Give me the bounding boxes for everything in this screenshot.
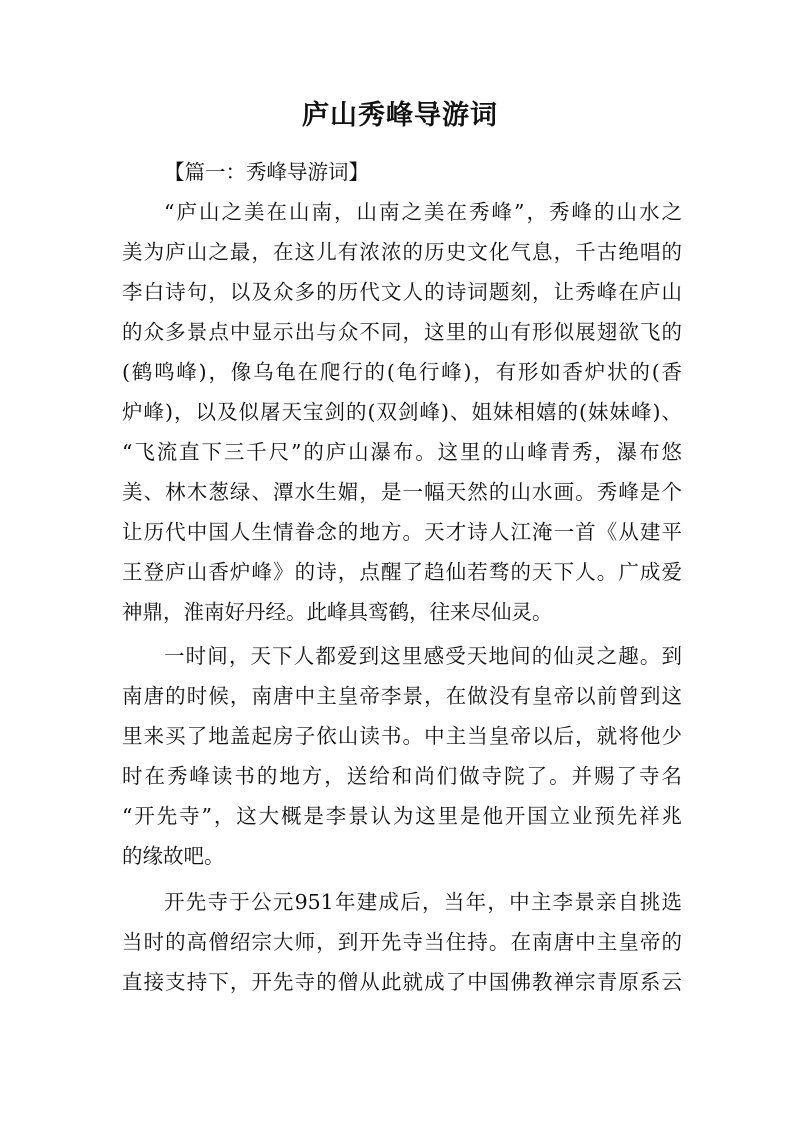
paragraph-line: 美为庐山之最，在这儿有浓浓的历史文化气息，千古绝唱的: [122, 240, 682, 264]
paragraph-line: “庐山之美在山南，山南之美在秀峰”，秀峰的山水之: [164, 200, 682, 224]
paragraph-line: 开先寺于公元951年建成后，当年，中主李景亲自挑选: [164, 890, 682, 914]
paragraph-line: 一时间，天下人都爱到这里感受天地间的仙灵之趣。到: [164, 644, 682, 668]
section-heading: 【篇一：秀峰导游词】: [164, 160, 369, 184]
paragraph-line: 的缘故吧。: [122, 844, 225, 868]
paragraph-3: [122, 882, 682, 1002]
paragraph-line: 让历代中国人生情眷念的地方。天才诗人江淹一首《从建平: [122, 520, 682, 544]
paragraph-line: “飞流直下三千尺”的庐山瀑布。这里的山峰青秀，瀑布悠: [122, 440, 682, 464]
paragraph-line: 南唐的时候，南唐中主皇帝李景，在做没有皇帝以前曾到这: [122, 684, 682, 708]
paragraph-line: 时在秀峰读书的地方，送给和尚们做寺院了。并赐了寺名: [122, 764, 682, 788]
paragraph-line: 李白诗句，以及众多的历代文人的诗词题刻，让秀峰在庐山: [122, 280, 682, 304]
paragraph-line: 里来买了地盖起房子依山读书。中主当皇帝以后，就将他少: [122, 724, 682, 748]
paragraph-line: 直接支持下，开先寺的僧从此就成了中国佛教禅宗青原系云: [122, 970, 682, 994]
paragraph-line: “开先寺”，这大概是李景认为这里是他开国立业预先祥兆: [122, 804, 682, 828]
paragraph-line: 美、林木葱绿、潭水生媚，是一幅天然的山水画。秀峰是个: [122, 480, 682, 504]
paragraph-line: 神鼎，淮南好丹经。此峰具鸾鹤，往来尽仙灵。: [122, 600, 553, 624]
paragraph-line: 的众多景点中显示出与众不同，这里的山有形似展翅欲飞的: [122, 320, 682, 344]
paragraph-line: (鹤鸣峰)，像乌龟在爬行的(龟行峰)，有形如香炉状的(香: [122, 360, 682, 384]
page-title: 庐山秀峰导游词: [302, 100, 498, 131]
document-body: [122, 152, 682, 1002]
paragraph-2: [122, 636, 682, 876]
paragraph-line: 王登庐山香炉峰》的诗，点醒了趋仙若骛的天下人。广成爱: [122, 560, 682, 584]
paragraph-1: [122, 192, 682, 632]
paragraph-line: 炉峰)，以及似屠天宝剑的(双剑峰)、姐妹相嬉的(妹妹峰)、: [122, 400, 682, 424]
paragraph-line: 当时的高僧绍宗大师，到开先寺当住持。在南唐中主皇帝的: [122, 930, 682, 954]
